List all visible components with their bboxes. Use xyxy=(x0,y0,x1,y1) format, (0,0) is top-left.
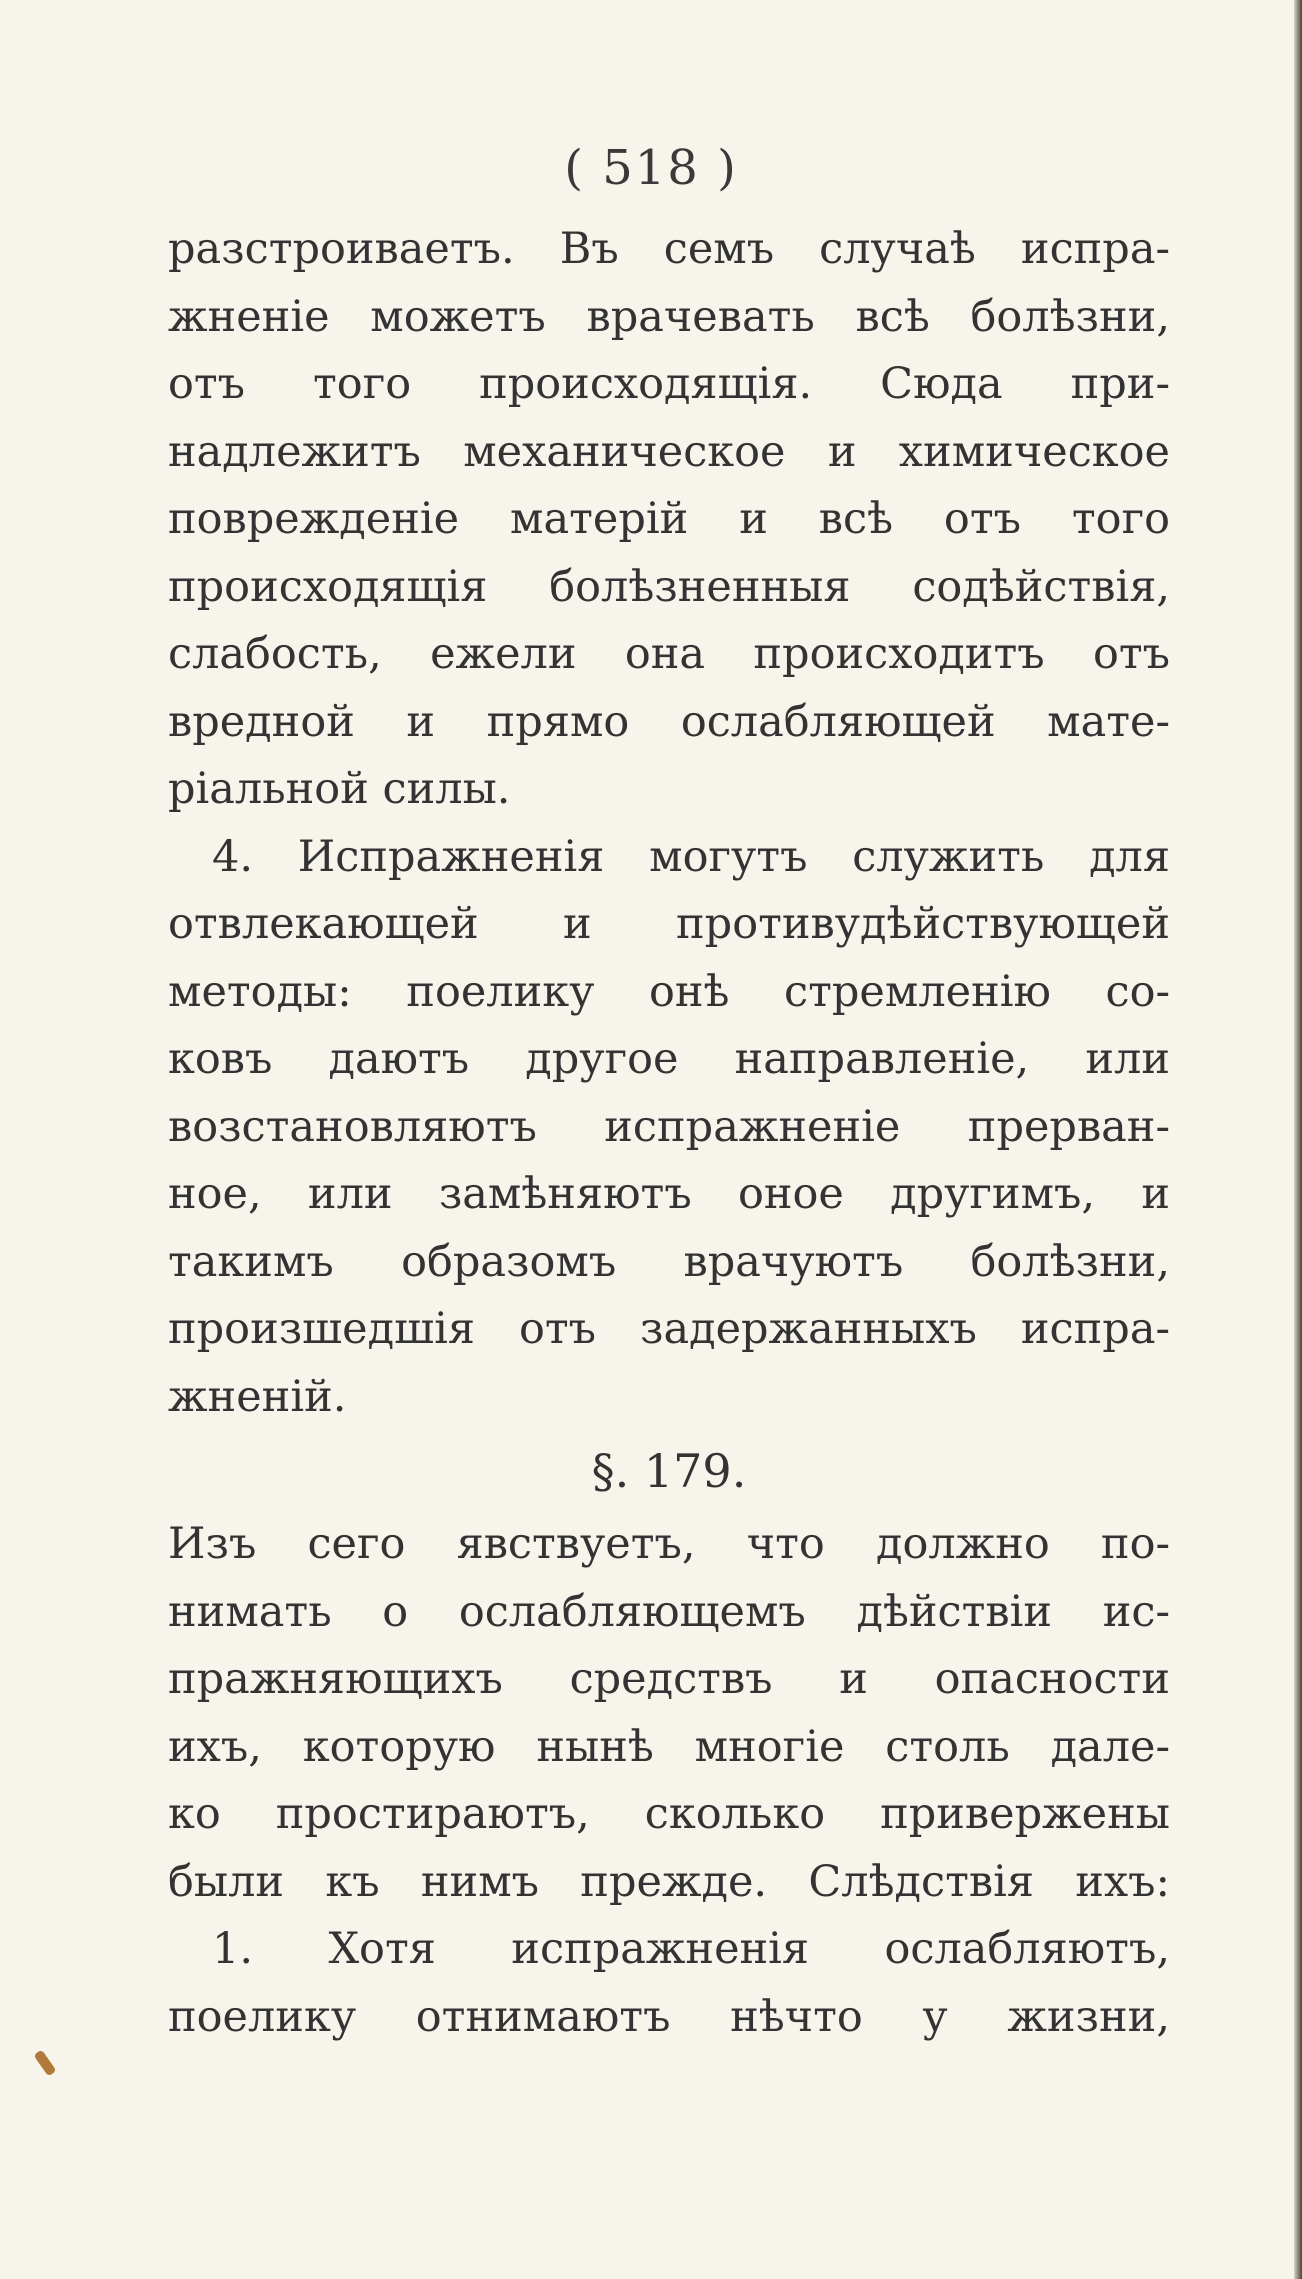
text-line: нимать о ослабляющемъ дѣйствіи ис- xyxy=(168,1586,1170,1637)
text-line: произшедшія отъ задержанныхъ испра- xyxy=(168,1304,1170,1354)
text-line: разстроиваетъ. Въ семъ случаѣ испра- xyxy=(168,224,1170,274)
text-line: жненіе можетъ врачевать всѣ болѣзни, xyxy=(168,291,1170,342)
text-line: поврежденіе матерій и всѣ отъ того xyxy=(168,494,1170,544)
text-line: ко простираютъ, сколько привержены xyxy=(168,1789,1170,1839)
text-line: ихъ, которую нынѣ многіе столь дале- xyxy=(168,1721,1170,1772)
text-line: жненій. xyxy=(168,1371,347,1422)
section-heading: §. 179. xyxy=(591,1444,747,1498)
text-line: происходящія болѣзненныя содѣйствія, xyxy=(168,561,1170,612)
text-line: отъ того происходящія. Сюда при- xyxy=(168,359,1170,409)
paragraph-4 xyxy=(168,1916,1170,2051)
text-line: надлежитъ механическое и химическое xyxy=(168,426,1170,477)
paragraph-1 xyxy=(168,216,1170,824)
text-line: такимъ образомъ врачуютъ болѣзни, xyxy=(168,1236,1170,1287)
paper-stain xyxy=(33,2049,56,2076)
paragraph-2 xyxy=(168,824,1170,1432)
text-line: вредной и прямо ослабляющей мате- xyxy=(168,696,1170,747)
paragraph-3 xyxy=(168,1511,1170,1916)
text-line: отвлекающей и противудѣйствующей xyxy=(168,899,1170,949)
page-number: ( 518 ) xyxy=(564,140,738,196)
text-line: поелику отнимаютъ нѣчто у жизни, xyxy=(168,1991,1170,2042)
text-line: пражняющихъ средствъ и опасности xyxy=(168,1654,1170,1704)
text-line: 1. Хотя испражненія ослабляютъ, xyxy=(212,1924,1170,1974)
page-edge-shadow xyxy=(1294,0,1302,2279)
text-line: методы: поелику онѣ стремленію со- xyxy=(168,966,1170,1017)
text-line: ріальной силы. xyxy=(168,764,511,814)
text-line: возстановляютъ испражненіе прерван- xyxy=(168,1101,1170,1152)
text-line: были къ нимъ прежде. Слѣдствія ихъ: xyxy=(168,1856,1170,1907)
text-line: Изъ сего явствуетъ, что должно по- xyxy=(168,1519,1170,1569)
text-line: ное, или замѣняютъ оное другимъ, и xyxy=(168,1169,1170,1219)
text-line: 4. Испражненія могутъ служить для xyxy=(212,831,1170,882)
text-line: слабость, ежели она происходитъ отъ xyxy=(168,629,1170,679)
text-line: ковъ даютъ другое направленіе, или xyxy=(168,1034,1170,1084)
page-text xyxy=(168,216,1170,2051)
